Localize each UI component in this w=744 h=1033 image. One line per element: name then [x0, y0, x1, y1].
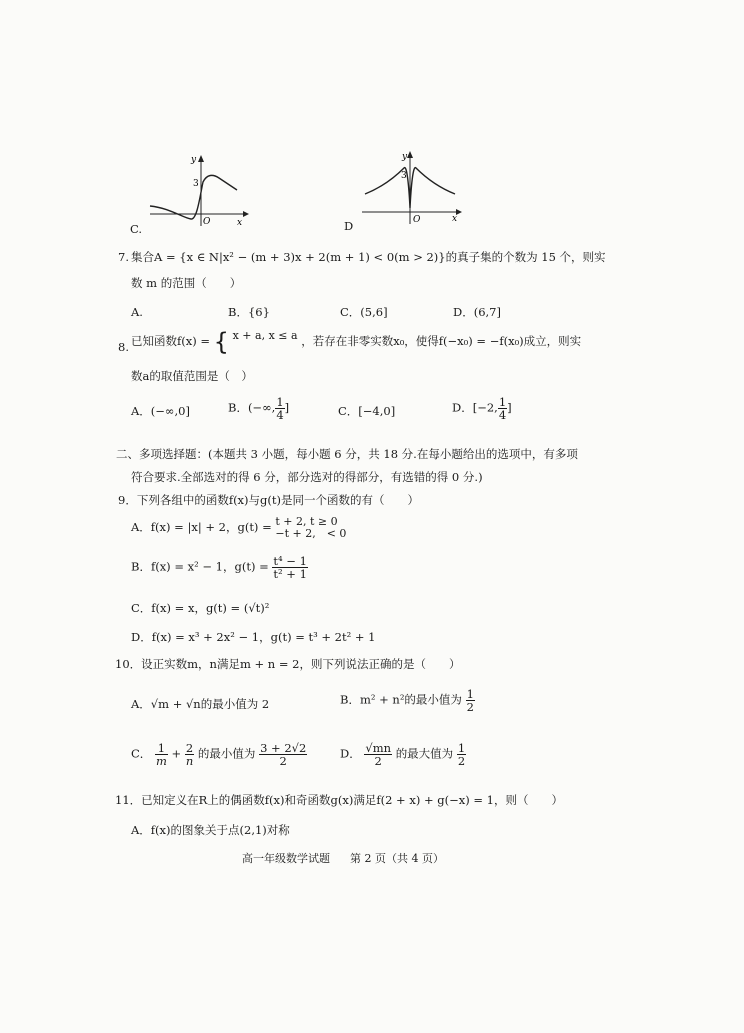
q10-option-d-f2-den: 2 [457, 754, 466, 768]
q8-option-d-suffix: ] [507, 400, 512, 415]
section2-line1: 二、多项选择题：(本题共 3 小题，每小题 6 分，共 18 分.在每小题给出的选项中，有多项 [116, 447, 578, 461]
q7-option-c: C．(5,6] [340, 305, 388, 319]
q10-option-c-fraction2 [185, 742, 194, 767]
graph-c-origin-label: O [203, 217, 211, 227]
q8-option-b [228, 396, 289, 421]
q7-option-b: B．{6} [228, 305, 270, 319]
q10-option-d-f1-den: 2 [374, 754, 382, 768]
q10-option-c-f1-den: m [155, 754, 167, 768]
q10-option-d-middle: 的最大值为 [395, 746, 454, 761]
q10-option-a: A．√m + √n的最小值为 2 [131, 697, 270, 711]
graph-c-three-label: 3 [193, 179, 199, 189]
q8-option-d-num: 1 [498, 395, 507, 409]
q9-option-a-case1: t + 2, t ≥ 0 [275, 515, 338, 528]
q9-stem: 9．下列各组中的函数f(x)与g(t)是同一个函数的有（ ） [118, 493, 419, 507]
q9-option-c: C．f(x) = x，g(t) = (√t)² [131, 601, 270, 615]
q9-option-b-prefix: B．f(x) = x² − 1，g(t) = [131, 559, 269, 574]
q9-option-a-case2: −t + 2, < 0 [275, 527, 347, 540]
q8-option-d-fraction [498, 396, 507, 421]
graph-d-x-label: x [452, 214, 458, 224]
q8-option-b-prefix: B．(−∞, [228, 400, 276, 415]
graph-c [145, 150, 255, 230]
q10-option-c-f3-num: 3 + 2√2 [260, 741, 307, 755]
q9-option-a-cases [275, 516, 346, 540]
graph-c-x-arrow [243, 211, 249, 217]
q8-stem-line2: 数a的取值范围是（ ） [131, 369, 253, 383]
q8-cases [233, 330, 298, 342]
q8-option-b-num: 1 [276, 395, 284, 409]
graph-d-y-arrow [407, 151, 413, 158]
q9-option-d: D．f(x) = x³ + 2x² − 1，g(t) = t³ + 2t² + 1 [131, 630, 376, 644]
q11-stem: 11．已知定义在R上的偶函数f(x)和奇函数g(x)满足f(2 + x) + g(−x) = 1，则（ ） [115, 793, 563, 807]
q10-option-c-fraction1 [155, 742, 168, 767]
graph-d [360, 148, 470, 228]
graph-d-three-label: 3 [401, 171, 407, 181]
q11-option-a: A．f(x)的图象关于点(2,1)对称 [131, 823, 290, 837]
q7-number: 7. [118, 250, 129, 264]
graph-c-y-arrow [198, 155, 204, 162]
q10-stem: 10．设正实数m，n满足m + n = 2，则下列说法正确的是（ ） [115, 657, 461, 671]
q7-option-d: D．(6,7] [453, 305, 501, 319]
q10-option-c-prefix: C． [131, 746, 152, 761]
q10-option-d-fraction2 [457, 742, 466, 767]
graph-d-y-label: y [402, 152, 408, 162]
q10-option-c-middle: 的最小值为 [197, 746, 256, 761]
q7-option-a: A. [131, 305, 143, 319]
q8-option-b-suffix: ] [284, 400, 290, 415]
q8-option-b-den: 4 [276, 408, 284, 422]
q10-option-c-f1-num: 1 [155, 742, 168, 755]
q9-option-b [131, 555, 308, 580]
q10-option-c [131, 742, 307, 767]
q10-option-c-f2-den: n [185, 754, 194, 768]
q10-option-b-fraction [466, 688, 475, 713]
q9-option-a [131, 516, 346, 540]
q8-option-d-den: 4 [498, 408, 507, 422]
q9-option-b-num: t⁴ − 1 [273, 554, 307, 568]
q10-option-d-fraction1 [364, 742, 392, 767]
q9-option-a-prefix: A．f(x) = |x| + 2，g(t) = [131, 520, 272, 534]
q7-stem-line2: 数 m 的范围（ ） [131, 276, 242, 290]
q10-option-d-f1-num: √mn [365, 741, 392, 755]
footer-page-number: 第 2 页（共 4 页） [350, 852, 444, 865]
q10-option-b [340, 688, 475, 713]
q10-option-b-prefix: B．m² + n²的最小值为 [340, 692, 462, 707]
section2-line2: 符合要求.全部选对的得 6 分，部分选对的得部分，有选错的得 0 分.) [131, 470, 483, 484]
q9-option-b-fraction [272, 555, 308, 580]
q8-number: 8. [118, 340, 129, 354]
q10-option-d-f2-num: 1 [457, 741, 466, 755]
q8-option-b-fraction [275, 396, 284, 421]
q8-option-d-prefix: D．[−2, [452, 400, 498, 415]
q9-option-b-den: t² + 1 [273, 567, 307, 581]
graph-c-option-label: C. [130, 222, 143, 236]
q8-case1: x + a, x ≤ a [232, 329, 298, 342]
q8-rest: ，若存在非零实数x₀，使得f(−x₀) = −f(x₀)成立，则实 [301, 334, 582, 348]
q10-option-b-den: 2 [466, 700, 474, 714]
q8-option-c: C．[−4,0] [338, 404, 396, 418]
q7-stem-line1: 集合A = {x ∈ N|x² − (m + 3)x + 2(m + 1) < 0(m > 2)}的真子集的个数为 15 个，则实 [131, 250, 606, 264]
q8-lead: 已知函数f(x) = [131, 334, 211, 348]
q10-option-c-fraction3 [259, 742, 307, 767]
graph-d-origin-label: O [413, 215, 421, 225]
q10-option-b-num: 1 [466, 687, 474, 701]
graph-c-y-label: y [191, 155, 197, 165]
footer-title: 高一年级数学试题 [242, 852, 330, 865]
q10-option-c-plus: + [171, 746, 182, 761]
graph-d-option-label: D [344, 219, 354, 233]
q8-stem-line1 [131, 328, 582, 356]
q8-option-a: A．(−∞,0] [131, 404, 190, 418]
q10-option-d [340, 742, 466, 767]
q10-option-c-f2-num: 2 [185, 741, 194, 755]
q10-option-d-prefix: D． [340, 746, 361, 761]
q8-option-d [452, 396, 512, 421]
q10-option-c-f3-den: 2 [279, 754, 287, 768]
q8-brace: { [213, 328, 229, 356]
graph-c-x-label: x [237, 218, 243, 228]
